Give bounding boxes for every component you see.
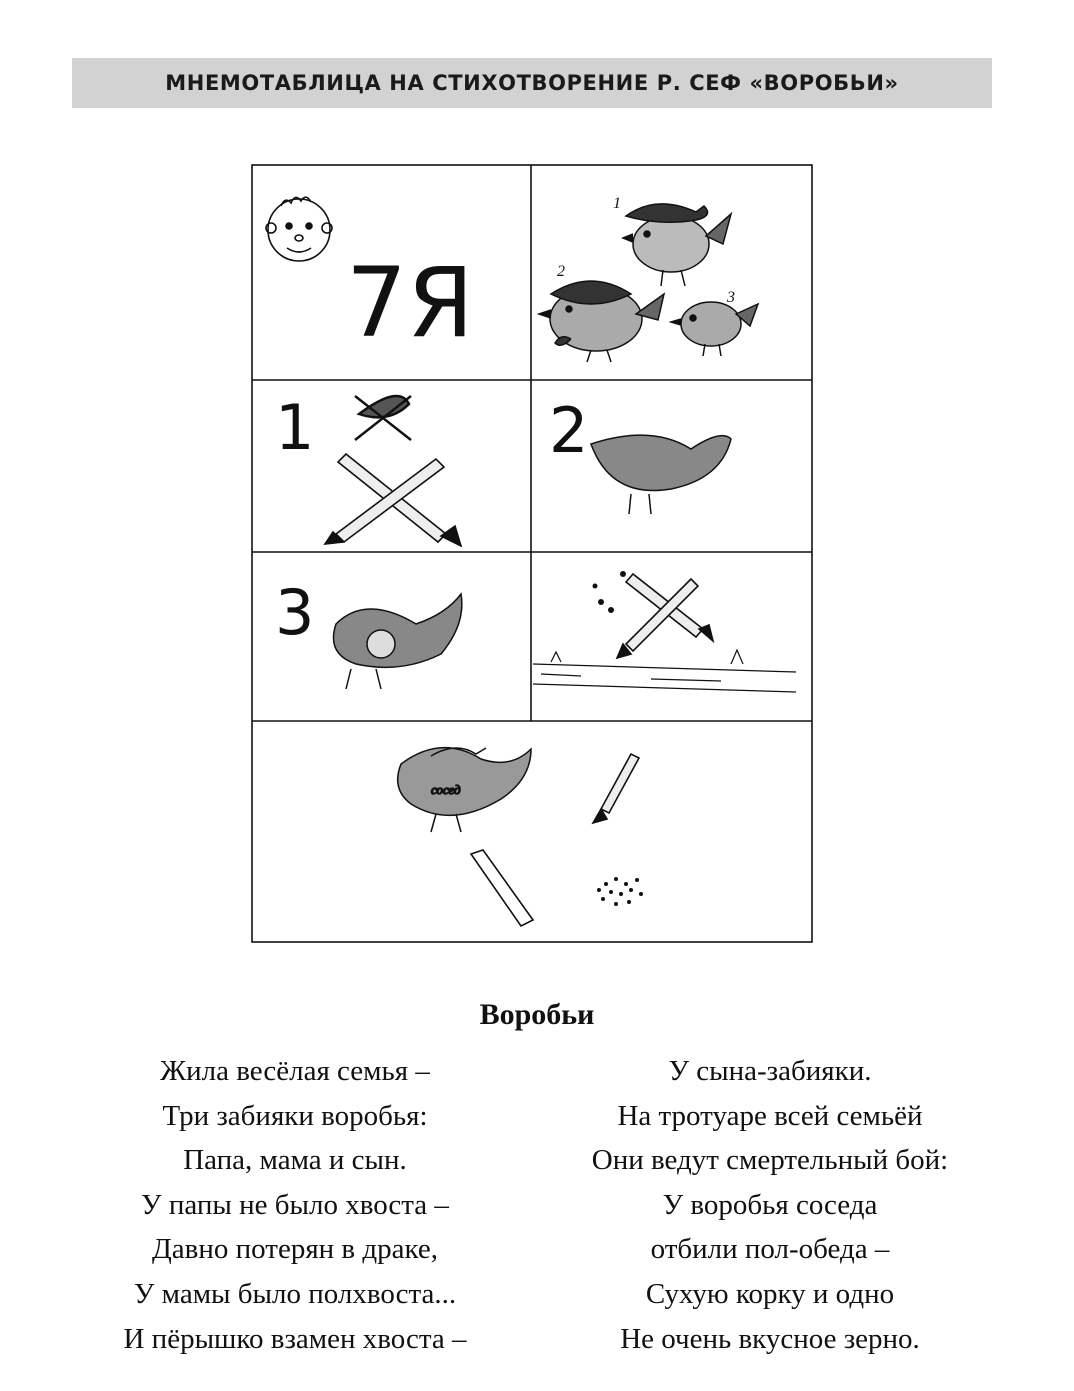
- sparrow-with-feather-icon: [334, 594, 462, 689]
- sparrow-number-3: 3: [727, 289, 735, 306]
- poem-line: Жила весёлая семья –: [160, 1055, 430, 1087]
- poem-line: У воробья соседа: [662, 1188, 878, 1221]
- poem-left-column: [65, 1049, 525, 1361]
- poem-line: На тротуаре всей семьёй: [617, 1099, 923, 1132]
- sparrow-son-icon: [671, 302, 758, 356]
- poem-line: отбили пол-обеда –: [650, 1233, 890, 1266]
- cell-family: [266, 197, 474, 359]
- poem-line: Сухую корку и одно: [645, 1277, 895, 1310]
- poem-line: У папы не было хвоста –: [141, 1188, 449, 1221]
- neighbor-label: сосед: [431, 782, 461, 797]
- sparrow-number-2: 2: [557, 263, 565, 280]
- swords-icon: [617, 574, 713, 658]
- poem-line: Три забияки воробья:: [162, 1099, 428, 1132]
- number-3: 3: [275, 576, 315, 649]
- grain-icon: [597, 877, 643, 906]
- header-banner: [72, 58, 992, 108]
- poem-line: Давно потерян в драке,: [152, 1233, 438, 1266]
- cell-neighbor-dinner: [398, 748, 643, 926]
- sidewalk-ground-icon: [533, 650, 796, 692]
- cell-mama-half-tail: [549, 394, 731, 514]
- mnemo-table: [251, 164, 813, 944]
- poem-line: Папа, мама и сын.: [183, 1144, 407, 1177]
- number-1: 1: [275, 391, 315, 464]
- bread-crust-icon: [471, 850, 533, 926]
- half-tail-sparrow-icon: [591, 435, 731, 514]
- sparrow-number-1: 1: [613, 195, 621, 212]
- single-sword-icon: [593, 754, 639, 823]
- poem-title: Воробьи: [479, 998, 595, 1031]
- sparrow-mama-icon: [539, 281, 664, 362]
- poem-line: У сына-забияки.: [668, 1055, 872, 1087]
- crossed-swords-icon: [325, 454, 461, 546]
- page-title: МНЕМОТАБЛИЦА НА СТИХОТВОРЕНИЕ Р. СЕФ «ВОРОБЬИ»: [165, 71, 899, 95]
- cell-three-sparrows: [539, 195, 758, 362]
- sparrow-papa-icon: [623, 204, 731, 286]
- poem-line: И пёрышко взамен хвоста –: [123, 1322, 467, 1355]
- boy-face-icon: [266, 197, 332, 261]
- number-2: 2: [549, 394, 589, 467]
- poem-line: Они ведут смертельный бой:: [591, 1144, 949, 1177]
- table-grid: [252, 165, 812, 942]
- crossed-tail-icon: [355, 396, 411, 440]
- neighbor-sparrow-icon: [398, 748, 531, 832]
- mnemo-table-drawing: [251, 164, 813, 944]
- cell-son-feather: [275, 576, 462, 689]
- poem-line: У мамы было полхвоста...: [133, 1277, 457, 1310]
- poem-right-column: [540, 1049, 1000, 1361]
- poem-line: Не очень вкусное зерно.: [620, 1322, 920, 1355]
- cell-papa-no-tail: [275, 391, 461, 546]
- blood-drops-icon: [593, 571, 627, 613]
- cell-fight-on-sidewalk: [533, 571, 796, 692]
- seven-ya-text: 7Я: [346, 247, 474, 359]
